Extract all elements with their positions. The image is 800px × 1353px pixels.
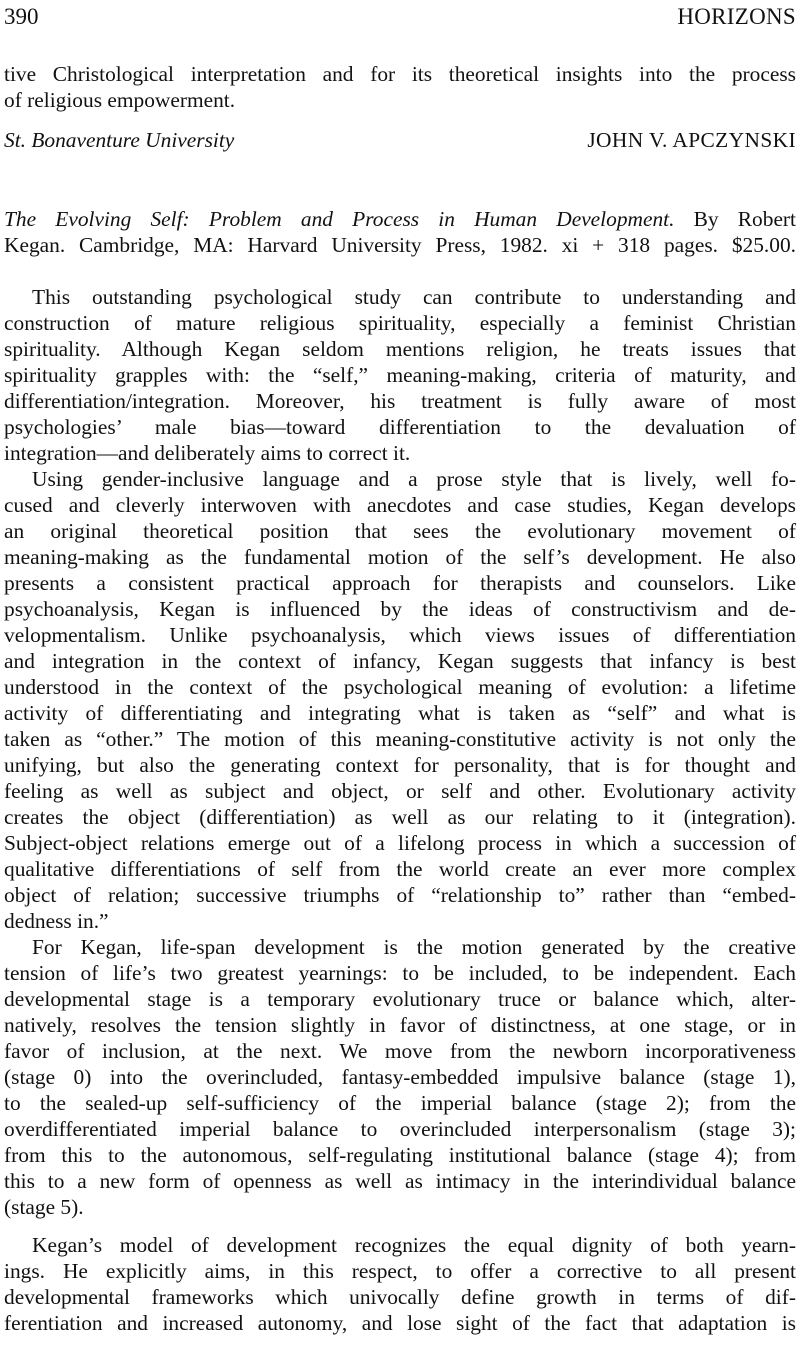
reviewer-name: JOHN V. APCZYNSKI bbox=[587, 128, 796, 152]
body-line: understood in the context of the psychological meaning of evolution: a lifetime bbox=[4, 675, 796, 699]
previous-review-line: of religious empowerment. bbox=[4, 88, 236, 112]
body-line: natively, resolves the tension slightly in favor of distinctness, at one stage, or in bbox=[4, 1013, 796, 1037]
body-line: spirituality grapples with: the “self,” meaning-making, criteria of maturity, and bbox=[4, 363, 796, 387]
book-author-prefix: By Robert bbox=[693, 207, 796, 231]
body-line: cused and cleverly interwoven with anecdotes and case studies, Kegan develops bbox=[4, 493, 796, 517]
book-citation-line-1 bbox=[4, 206, 796, 232]
body-line: psychologies’ male bias—toward differentiation to the devaluation of bbox=[4, 415, 796, 439]
body-line: dedness in.” bbox=[4, 909, 109, 933]
body-line: Subject-object relations emerge out of a lifelong process in which a succession of bbox=[4, 831, 796, 855]
body-line: integration—and deliberately aims to correct it. bbox=[4, 441, 411, 465]
body-line: unifying, but also the generating context for personality, that is for thought and bbox=[4, 753, 796, 777]
body-line: (stage 0) into the overincluded, fantasy-embedded impulsive balance (stage 1), bbox=[4, 1065, 796, 1089]
body-line: favor of inclusion, at the next. We move from the newborn incorporativeness bbox=[4, 1039, 796, 1063]
body-line: and integration in the context of infancy, Kegan suggests that infancy is best bbox=[4, 649, 796, 673]
body-line: feeling as well as subject and object, or self and other. Evolutionary activity bbox=[4, 779, 796, 803]
body-line: object of relation; successive triumphs of “relationship to” rather than “embed- bbox=[4, 883, 796, 907]
body-line: ings. He explicitly aims, in this respect, to offer a corrective to all present bbox=[4, 1259, 796, 1283]
body-line: an original theoretical position that sees the evolutionary movement of bbox=[4, 519, 796, 543]
body-line: Kegan’s model of development recognizes the equal dignity of both yearn- bbox=[32, 1233, 796, 1257]
book-citation-line-2: Kegan. Cambridge, MA: Harvard University Press, 1982. xi + 318 pages. $25.00. bbox=[4, 233, 796, 257]
body-line: This outstanding psychological study can contribute to understanding and bbox=[32, 285, 796, 309]
body-line: from this to the autonomous, self-regulating institutional balance (stage 4); from bbox=[4, 1143, 796, 1167]
body-line: meaning-making as the fundamental motion of the self’s development. He also bbox=[4, 545, 796, 569]
previous-review-line: tive Christological interpretation and for its theoretical insights into the process bbox=[4, 62, 796, 86]
body-line: to the sealed-up self-sufficiency of the imperial balance (stage 2); from the bbox=[4, 1091, 796, 1115]
body-line: creates the object (differentiation) as well as our relating to it (integration). bbox=[4, 805, 796, 829]
body-line: developmental stage is a temporary evolutionary truce or balance which, alter- bbox=[4, 987, 796, 1011]
body-line: construction of mature religious spirituality, especially a feminist Christian bbox=[4, 311, 796, 335]
journal-name: HORIZONS bbox=[677, 4, 796, 29]
body-line: differentiation/integration. Moreover, his treatment is fully aware of most bbox=[4, 389, 796, 413]
book-title: The Evolving Self: Problem and Process in Human Development. bbox=[4, 207, 675, 231]
body-line: presents a consistent practical approach for therapists and counselors. Like bbox=[4, 571, 796, 595]
running-head bbox=[4, 2, 796, 32]
reviewer-affiliation: St. Bonaventure University bbox=[4, 128, 235, 152]
body-line: this to a new form of openness as well as intimacy in the interindividual balance bbox=[4, 1169, 796, 1193]
body-line: overdifferentiated imperial balance to overincluded interpersonalism (stage 3); bbox=[4, 1117, 796, 1141]
body-line: Using gender-inclusive language and a prose style that is lively, well fo- bbox=[32, 467, 796, 491]
body-line: psychoanalysis, Kegan is influenced by the ideas of constructivism and de- bbox=[4, 597, 796, 621]
page-number: 390 bbox=[4, 4, 39, 29]
body-line: spirituality. Although Kegan seldom mentions religion, he treats issues that bbox=[4, 337, 796, 361]
body-line: qualitative differentiations of self from the world create an ever more complex bbox=[4, 857, 796, 881]
body-line: taken as “other.” The motion of this meaning-constitutive activity is not only the bbox=[4, 727, 796, 751]
body-line: tension of life’s two greatest yearnings: to be included, to be independent. Each bbox=[4, 961, 796, 985]
body-line: velopmentalism. Unlike psychoanalysis, which views issues of differentiation bbox=[4, 623, 796, 647]
body-line: ferentiation and increased autonomy, and lose sight of the fact that adaptation is bbox=[4, 1311, 796, 1335]
body-line: developmental frameworks which univocally define growth in terms of dif- bbox=[4, 1285, 796, 1309]
body-line: activity of differentiating and integrating what is taken as “self” and what is bbox=[4, 701, 796, 725]
body-line: (stage 5). bbox=[4, 1195, 84, 1219]
body-line: For Kegan, life-span development is the motion generated by the creative bbox=[32, 935, 796, 959]
reviewer-signature bbox=[4, 126, 796, 154]
